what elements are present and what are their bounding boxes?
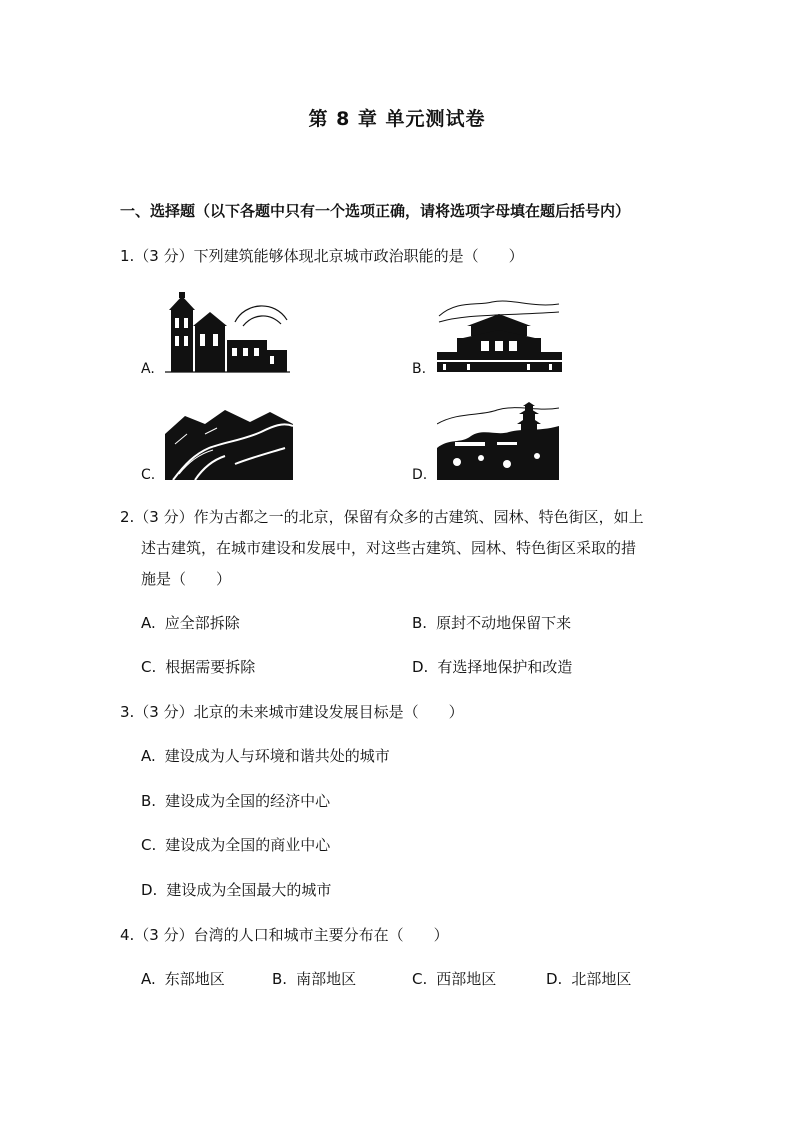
question-4-stem: 4.（3 分）台湾的人口和城市主要分布在（ ）: [120, 926, 449, 944]
q2-option-d-text: 有选择地保护和改造: [437, 658, 573, 676]
question-2-stem-line-1: 2.（3 分）作为古都之一的北京，保留有众多的古建筑、园林、特色街区，如上: [120, 508, 644, 526]
q4-option-b-text: 南部地区: [296, 970, 357, 988]
q2-option-c-text: 根据需要拆除: [165, 658, 256, 676]
q1-option-b-letter: B.: [412, 361, 427, 377]
q2-option-d[interactable]: [412, 656, 572, 677]
q3-option-c-text: 建设成为全国的商业中心: [165, 836, 331, 854]
q2-option-b-text: 原封不动地保留下来: [436, 614, 572, 632]
question-3-stem: 3.（3 分）北京的未来城市建设发展目标是（ ）: [120, 703, 464, 721]
q2-option-c-letter: C.: [141, 658, 157, 676]
great-wall-sketch-icon: [165, 404, 293, 480]
q2-option-d-letter: D.: [412, 658, 429, 676]
q2-option-b[interactable]: [412, 612, 571, 633]
q1-option-c[interactable]: [141, 467, 155, 483]
q1-option-b[interactable]: [412, 361, 426, 377]
q3-option-a[interactable]: [141, 745, 390, 766]
q3-option-d-text: 建设成为全国最大的城市: [166, 881, 332, 899]
q4-option-b[interactable]: [272, 968, 356, 989]
q3-option-d[interactable]: [141, 879, 331, 900]
q3-option-c-letter: C.: [141, 836, 157, 854]
q3-option-b-letter: B.: [141, 792, 157, 810]
q4-option-c[interactable]: [412, 968, 496, 989]
question-2-stem-line-3: 施是（ ）: [141, 570, 232, 588]
q4-option-d-text: 北部地区: [571, 970, 632, 988]
section-heading: 一、选择题（以下各题中只有一个选项正确，请将选项字母填在题后括号内）: [120, 202, 631, 220]
q3-option-b-text: 建设成为全国的经济中心: [165, 792, 331, 810]
tiananmen-sketch-icon: [437, 296, 562, 372]
question-1-stem: 1.（3 分）下列建筑能够体现北京城市政治职能的是（ ）: [120, 247, 524, 265]
station-building-sketch-icon: [165, 292, 290, 374]
q3-option-d-letter: D.: [141, 881, 158, 899]
q2-option-a-text: 应全部拆除: [164, 614, 240, 632]
q2-option-b-letter: B.: [412, 614, 428, 632]
q2-option-a-letter: A.: [141, 614, 156, 632]
q4-option-a[interactable]: [141, 968, 225, 989]
q1-option-a-letter: A.: [141, 361, 155, 377]
q3-option-a-letter: A.: [141, 747, 156, 765]
pagoda-hill-sketch-icon: [437, 402, 559, 480]
q1-option-d-letter: D.: [412, 467, 428, 483]
q4-option-c-letter: C.: [412, 970, 428, 988]
q1-option-d[interactable]: [412, 467, 427, 483]
q1-option-a[interactable]: [141, 361, 155, 377]
q4-option-c-text: 西部地区: [436, 970, 497, 988]
q3-option-a-text: 建设成为人与环境和谐共处的城市: [164, 747, 390, 765]
q2-option-c[interactable]: [141, 656, 255, 677]
q4-option-b-letter: B.: [272, 970, 288, 988]
q4-option-a-letter: A.: [141, 970, 156, 988]
q3-option-c[interactable]: [141, 834, 330, 855]
question-2-stem-line-2: 述古建筑，在城市建设和发展中，对这些古建筑、园林、特色街区采取的措: [141, 539, 637, 557]
page-title: 第 8 章 单元测试卷: [308, 108, 486, 130]
q1-option-c-letter: C.: [141, 467, 156, 483]
q2-option-a[interactable]: [141, 612, 240, 633]
q3-option-b[interactable]: [141, 790, 330, 811]
q4-option-d-letter: D.: [546, 970, 563, 988]
q4-option-a-text: 东部地区: [164, 970, 225, 988]
q4-option-d[interactable]: [546, 968, 631, 989]
